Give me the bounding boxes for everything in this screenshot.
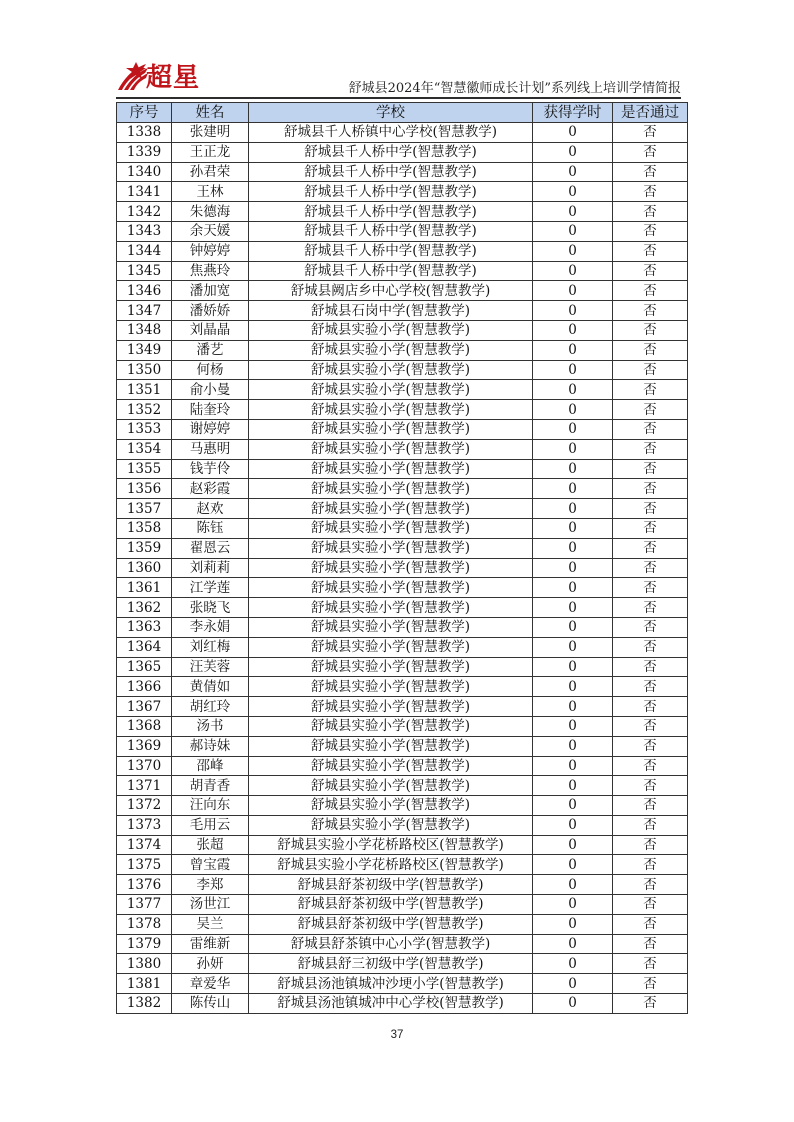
cell-name: 余天媛 (172, 221, 249, 241)
cell-school: 舒城县实验小学(智慧教学) (249, 578, 533, 598)
cell-passed: 否 (613, 202, 688, 222)
cell-passed: 否 (613, 439, 688, 459)
cell-passed: 否 (613, 875, 688, 895)
cell-index: 1382 (117, 994, 172, 1014)
cell-school: 舒城县舒茶初级中学(智慧教学) (249, 914, 533, 934)
cell-passed: 否 (613, 994, 688, 1014)
cell-index: 1339 (117, 142, 172, 162)
cell-school: 舒城县实验小学(智慧教学) (249, 518, 533, 538)
table-row (117, 796, 688, 816)
cell-passed: 否 (613, 815, 688, 835)
cell-hours: 0 (533, 162, 613, 182)
table-row (117, 994, 688, 1014)
cell-school: 舒城县实验小学(智慧教学) (249, 380, 533, 400)
column-header-index: 序号 (117, 103, 172, 123)
cell-name: 胡红玲 (172, 697, 249, 717)
cell-passed: 否 (613, 538, 688, 558)
cell-passed: 否 (613, 558, 688, 578)
table-row (117, 578, 688, 598)
cell-passed: 否 (613, 657, 688, 677)
cell-hours: 0 (533, 479, 613, 499)
cell-school: 舒城县实验小学(智慧教学) (249, 657, 533, 677)
table-row (117, 123, 688, 143)
cell-name: 翟恩云 (172, 538, 249, 558)
cell-index: 1377 (117, 895, 172, 915)
cell-name: 孙妍 (172, 954, 249, 974)
cell-hours: 0 (533, 123, 613, 143)
table-row (117, 261, 688, 281)
cell-hours: 0 (533, 400, 613, 420)
cell-name: 陈传山 (172, 994, 249, 1014)
cell-hours: 0 (533, 855, 613, 875)
cell-passed: 否 (613, 241, 688, 261)
cell-name: 俞小曼 (172, 380, 249, 400)
cell-index: 1353 (117, 419, 172, 439)
cell-name: 王正龙 (172, 142, 249, 162)
cell-name: 马惠明 (172, 439, 249, 459)
table-row (117, 182, 688, 202)
cell-name: 钱芋伶 (172, 459, 249, 479)
cell-name: 章爱华 (172, 974, 249, 994)
table-row (117, 538, 688, 558)
cell-index: 1351 (117, 380, 172, 400)
table-row (117, 934, 688, 954)
cell-index: 1348 (117, 320, 172, 340)
table-row (117, 221, 688, 241)
cell-school: 舒城县舒三初级中学(智慧教学) (249, 954, 533, 974)
cell-school: 舒城县实验小学(智慧教学) (249, 598, 533, 618)
cell-passed: 否 (613, 974, 688, 994)
cell-name: 李郑 (172, 875, 249, 895)
cell-index: 1350 (117, 360, 172, 380)
cell-school: 舒城县实验小学(智慧教学) (249, 320, 533, 340)
cell-school: 舒城县实验小学(智慧教学) (249, 459, 533, 479)
table-row (117, 459, 688, 479)
cell-name: 谢婷婷 (172, 419, 249, 439)
cell-index: 1379 (117, 934, 172, 954)
cell-passed: 否 (613, 617, 688, 637)
cell-index: 1356 (117, 479, 172, 499)
cell-school: 舒城县舒茶初级中学(智慧教学) (249, 895, 533, 915)
table-row (117, 657, 688, 677)
cell-index: 1359 (117, 538, 172, 558)
cell-index: 1375 (117, 855, 172, 875)
cell-index: 1352 (117, 400, 172, 420)
cell-hours: 0 (533, 301, 613, 321)
cell-school: 舒城县千人桥中学(智慧教学) (249, 162, 533, 182)
cell-passed: 否 (613, 914, 688, 934)
cell-passed: 否 (613, 459, 688, 479)
table-row (117, 598, 688, 618)
table-row (117, 617, 688, 637)
cell-school: 舒城县实验小学(智慧教学) (249, 419, 533, 439)
cell-school: 舒城县实验小学(智慧教学) (249, 716, 533, 736)
table-row (117, 736, 688, 756)
table-row (117, 756, 688, 776)
cell-passed: 否 (613, 301, 688, 321)
cell-school: 舒城县实验小学(智慧教学) (249, 617, 533, 637)
cell-school: 舒城县汤池镇城冲沙埂小学(智慧教学) (249, 974, 533, 994)
cell-passed: 否 (613, 934, 688, 954)
column-header-name: 姓名 (172, 103, 249, 123)
table-row (117, 162, 688, 182)
cell-school: 舒城县舒茶初级中学(智慧教学) (249, 875, 533, 895)
cell-school: 舒城县实验小学(智慧教学) (249, 499, 533, 519)
cell-name: 汤世江 (172, 895, 249, 915)
cell-name: 汤书 (172, 716, 249, 736)
table-row (117, 895, 688, 915)
cell-name: 刘莉莉 (172, 558, 249, 578)
page-number: 37 (390, 1029, 404, 1041)
cell-passed: 否 (613, 499, 688, 519)
cell-name: 汪向东 (172, 796, 249, 816)
cell-school: 舒城县实验小学(智慧教学) (249, 697, 533, 717)
cell-hours: 0 (533, 716, 613, 736)
cell-name: 张建明 (172, 123, 249, 143)
cell-index: 1363 (117, 617, 172, 637)
cell-school: 舒城县千人桥中学(智慧教学) (249, 182, 533, 202)
cell-name: 孙君荣 (172, 162, 249, 182)
cell-index: 1370 (117, 756, 172, 776)
cell-index: 1373 (117, 815, 172, 835)
cell-passed: 否 (613, 578, 688, 598)
cell-school: 舒城县实验小学(智慧教学) (249, 637, 533, 657)
table-row (117, 360, 688, 380)
cell-school: 舒城县石岗中学(智慧教学) (249, 301, 533, 321)
cell-hours: 0 (533, 815, 613, 835)
cell-index: 1343 (117, 221, 172, 241)
cell-index: 1381 (117, 974, 172, 994)
cell-index: 1349 (117, 340, 172, 360)
cell-index: 1366 (117, 677, 172, 697)
table-header-row (117, 103, 688, 123)
cell-hours: 0 (533, 835, 613, 855)
table-row (117, 637, 688, 657)
cell-hours: 0 (533, 914, 613, 934)
cell-hours: 0 (533, 736, 613, 756)
cell-index: 1338 (117, 123, 172, 143)
cell-hours: 0 (533, 756, 613, 776)
cell-hours: 0 (533, 241, 613, 261)
cell-hours: 0 (533, 954, 613, 974)
cell-hours: 0 (533, 439, 613, 459)
cell-school: 舒城县实验小学(智慧教学) (249, 360, 533, 380)
cell-passed: 否 (613, 479, 688, 499)
cell-hours: 0 (533, 578, 613, 598)
cell-school: 舒城县实验小学(智慧教学) (249, 558, 533, 578)
table-row (117, 815, 688, 835)
table-row (117, 301, 688, 321)
cell-passed: 否 (613, 162, 688, 182)
cell-school: 舒城县实验小学(智慧教学) (249, 340, 533, 360)
column-header-hours: 获得学时 (533, 103, 613, 123)
table-row (117, 479, 688, 499)
cell-school: 舒城县实验小学花桥路校区(智慧教学) (249, 855, 533, 875)
table-row (117, 380, 688, 400)
cell-school: 舒城县阙店乡中心学校(智慧教学) (249, 281, 533, 301)
table-row (117, 776, 688, 796)
cell-hours: 0 (533, 182, 613, 202)
table-row (117, 855, 688, 875)
training-status-table (116, 102, 688, 1014)
cell-hours: 0 (533, 499, 613, 519)
logo-wordmark: 超星 (146, 63, 201, 93)
cell-name: 陈钰 (172, 518, 249, 538)
cell-passed: 否 (613, 221, 688, 241)
table-row (117, 400, 688, 420)
cell-hours: 0 (533, 934, 613, 954)
cell-hours: 0 (533, 994, 613, 1014)
cell-passed: 否 (613, 895, 688, 915)
cell-school: 舒城县实验小学(智慧教学) (249, 796, 533, 816)
cell-passed: 否 (613, 756, 688, 776)
table-row (117, 558, 688, 578)
cell-passed: 否 (613, 598, 688, 618)
cell-index: 1354 (117, 439, 172, 459)
cell-name: 潘艺 (172, 340, 249, 360)
cell-index: 1347 (117, 301, 172, 321)
cell-index: 1372 (117, 796, 172, 816)
cell-index: 1362 (117, 598, 172, 618)
cell-hours: 0 (533, 637, 613, 657)
cell-school: 舒城县实验小学(智慧教学) (249, 776, 533, 796)
cell-index: 1376 (117, 875, 172, 895)
cell-passed: 否 (613, 637, 688, 657)
cell-hours: 0 (533, 796, 613, 816)
cell-hours: 0 (533, 875, 613, 895)
cell-index: 1369 (117, 736, 172, 756)
cell-index: 1358 (117, 518, 172, 538)
cell-school: 舒城县舒茶镇中心小学(智慧教学) (249, 934, 533, 954)
table-row (117, 439, 688, 459)
cell-hours: 0 (533, 776, 613, 796)
cell-name: 潘娇娇 (172, 301, 249, 321)
table-row (117, 202, 688, 222)
table-row (117, 340, 688, 360)
table-row (117, 677, 688, 697)
table-body (117, 123, 688, 1014)
column-header-school: 学校 (249, 103, 533, 123)
cell-hours: 0 (533, 142, 613, 162)
cell-school: 舒城县千人桥中学(智慧教学) (249, 241, 533, 261)
cell-passed: 否 (613, 400, 688, 420)
cell-passed: 否 (613, 380, 688, 400)
cell-school: 舒城县实验小学(智慧教学) (249, 815, 533, 835)
cell-index: 1357 (117, 499, 172, 519)
cell-hours: 0 (533, 558, 613, 578)
cell-hours: 0 (533, 380, 613, 400)
cell-name: 赵彩霞 (172, 479, 249, 499)
cell-index: 1344 (117, 241, 172, 261)
cell-name: 胡青香 (172, 776, 249, 796)
table-row (117, 518, 688, 538)
cell-hours: 0 (533, 340, 613, 360)
cell-index: 1341 (117, 182, 172, 202)
table-row (117, 499, 688, 519)
cell-index: 1345 (117, 261, 172, 281)
cell-hours: 0 (533, 459, 613, 479)
cell-hours: 0 (533, 677, 613, 697)
cell-name: 王林 (172, 182, 249, 202)
table-row (117, 419, 688, 439)
cell-name: 朱德海 (172, 202, 249, 222)
cell-school: 舒城县实验小学(智慧教学) (249, 756, 533, 776)
table-row (117, 241, 688, 261)
cell-index: 1360 (117, 558, 172, 578)
cell-passed: 否 (613, 360, 688, 380)
cell-school: 舒城县实验小学(智慧教学) (249, 736, 533, 756)
column-header-passed: 是否通过 (613, 103, 688, 123)
cell-hours: 0 (533, 617, 613, 637)
cell-school: 舒城县实验小学(智慧教学) (249, 439, 533, 459)
cell-name: 刘红梅 (172, 637, 249, 657)
cell-school: 舒城县汤池镇城冲中心学校(智慧教学) (249, 994, 533, 1014)
cell-school: 舒城县千人桥中学(智慧教学) (249, 202, 533, 222)
header-divider (116, 97, 681, 99)
cell-name: 郝诗妹 (172, 736, 249, 756)
cell-hours: 0 (533, 518, 613, 538)
cell-passed: 否 (613, 677, 688, 697)
cell-passed: 否 (613, 281, 688, 301)
table-row (117, 974, 688, 994)
table-row (117, 954, 688, 974)
cell-name: 汪芙蓉 (172, 657, 249, 677)
document-header-title: 舒城县2024年“智慧徽师成长计划”系列线上培训学情简报 (348, 81, 681, 96)
cell-index: 1367 (117, 697, 172, 717)
table-row (117, 835, 688, 855)
cell-school: 舒城县实验小学(智慧教学) (249, 538, 533, 558)
cell-hours: 0 (533, 895, 613, 915)
cell-passed: 否 (613, 340, 688, 360)
cell-passed: 否 (613, 142, 688, 162)
cell-hours: 0 (533, 281, 613, 301)
cell-index: 1340 (117, 162, 172, 182)
cell-hours: 0 (533, 320, 613, 340)
cell-hours: 0 (533, 598, 613, 618)
cell-index: 1361 (117, 578, 172, 598)
table-row (117, 716, 688, 736)
cell-hours: 0 (533, 974, 613, 994)
cell-index: 1380 (117, 954, 172, 974)
cell-hours: 0 (533, 697, 613, 717)
cell-passed: 否 (613, 182, 688, 202)
table-row (117, 281, 688, 301)
cell-school: 舒城县千人桥中学(智慧教学) (249, 261, 533, 281)
cell-school: 舒城县千人桥中学(智慧教学) (249, 142, 533, 162)
cell-school: 舒城县千人桥中学(智慧教学) (249, 221, 533, 241)
cell-hours: 0 (533, 538, 613, 558)
cell-index: 1342 (117, 202, 172, 222)
cell-name: 毛用云 (172, 815, 249, 835)
cell-school: 舒城县实验小学(智慧教学) (249, 677, 533, 697)
cell-school: 舒城县千人桥镇中心学校(智慧教学) (249, 123, 533, 143)
cell-name: 焦燕玲 (172, 261, 249, 281)
cell-hours: 0 (533, 261, 613, 281)
cell-hours: 0 (533, 202, 613, 222)
cell-passed: 否 (613, 855, 688, 875)
cell-name: 潘加宽 (172, 281, 249, 301)
cell-name: 赵欢 (172, 499, 249, 519)
cell-passed: 否 (613, 776, 688, 796)
cell-passed: 否 (613, 261, 688, 281)
cell-name: 刘晶晶 (172, 320, 249, 340)
cell-name: 雷维新 (172, 934, 249, 954)
table-row (117, 142, 688, 162)
cell-index: 1371 (117, 776, 172, 796)
cell-name: 邵峰 (172, 756, 249, 776)
cell-name: 张晓飞 (172, 598, 249, 618)
cell-index: 1364 (117, 637, 172, 657)
cell-hours: 0 (533, 221, 613, 241)
cell-name: 何杨 (172, 360, 249, 380)
cell-index: 1365 (117, 657, 172, 677)
cell-passed: 否 (613, 419, 688, 439)
cell-index: 1346 (117, 281, 172, 301)
cell-passed: 否 (613, 518, 688, 538)
cell-name: 张超 (172, 835, 249, 855)
cell-passed: 否 (613, 835, 688, 855)
cell-hours: 0 (533, 360, 613, 380)
cell-hours: 0 (533, 419, 613, 439)
cell-name: 曾宝霞 (172, 855, 249, 875)
table-row (117, 697, 688, 717)
cell-hours: 0 (533, 657, 613, 677)
cell-name: 陆奎玲 (172, 400, 249, 420)
cell-index: 1368 (117, 716, 172, 736)
table-row (117, 875, 688, 895)
cell-passed: 否 (613, 123, 688, 143)
cell-passed: 否 (613, 320, 688, 340)
table-row (117, 914, 688, 934)
cell-school: 舒城县实验小学花桥路校区(智慧教学) (249, 835, 533, 855)
cell-school: 舒城县实验小学(智慧教学) (249, 479, 533, 499)
cell-passed: 否 (613, 796, 688, 816)
cell-name: 吴兰 (172, 914, 249, 934)
cell-passed: 否 (613, 716, 688, 736)
cell-index: 1378 (117, 914, 172, 934)
cell-name: 黄倩如 (172, 677, 249, 697)
cell-index: 1374 (117, 835, 172, 855)
cell-index: 1355 (117, 459, 172, 479)
cell-passed: 否 (613, 736, 688, 756)
table-row (117, 320, 688, 340)
cell-name: 江学莲 (172, 578, 249, 598)
cell-name: 钟婷婷 (172, 241, 249, 261)
cell-passed: 否 (613, 954, 688, 974)
cell-school: 舒城县实验小学(智慧教学) (249, 400, 533, 420)
cell-passed: 否 (613, 697, 688, 717)
cell-name: 李永娟 (172, 617, 249, 637)
